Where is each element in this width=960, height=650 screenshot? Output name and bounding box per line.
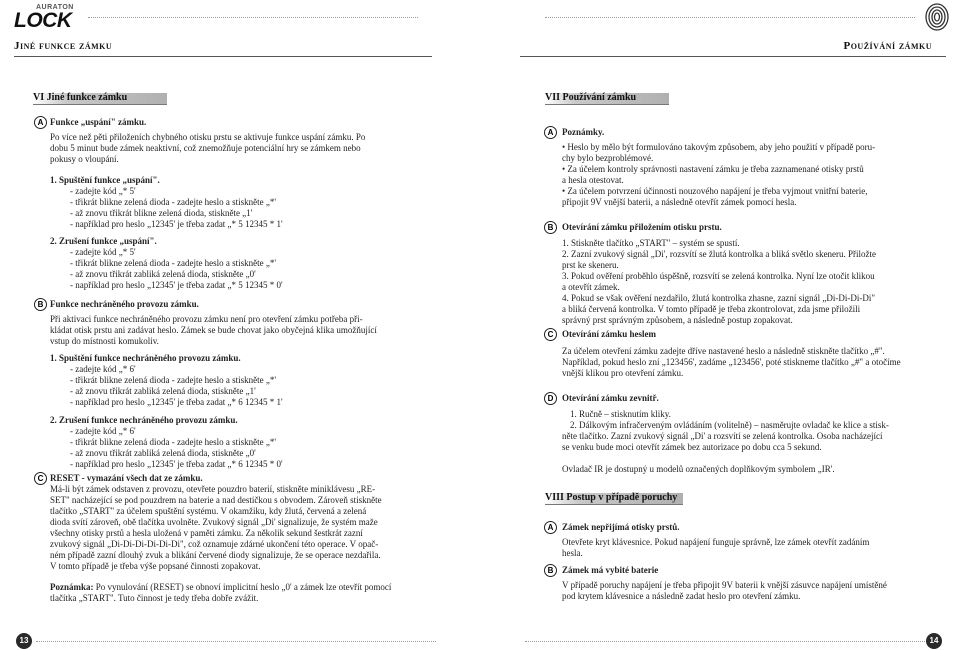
subsection-heading: Otevírání zámku přiložením otisku prstu. [562,222,722,232]
subsection-heading: Otevírání zámku heslem [562,329,656,339]
footer-dotted-line-left [36,641,436,642]
list-item: 4. Pokud se však ověření nezdařilo, žlutá kontrolka zhasne, zazní signál „Di-Di-Di-Di" [562,293,876,303]
paragraph-line: hesla. [562,548,583,558]
list-item: - až znovu třikrát zabliká zelená dioda, stiskněte „0' [70,269,256,279]
section-badge: B [34,298,47,311]
list-item: 1. Stiskněte tlačítko „START" – systém se spustí. [562,238,740,248]
section-bar-viii [545,493,683,505]
paragraph-line: tlačítko „START" za účelem spuštění systému. V okamžiku, kdy žlutá, červená a zelená [50,506,367,516]
footer-dotted-line-right [525,641,925,642]
left-header-rule [14,56,432,57]
list-item: - například pro heslo „12345' je třeba zadat „* 6 12345 * 1' [70,397,283,407]
subsection-heading: Zámek má vybité baterie [562,565,659,575]
paragraph-line: Při aktivaci funkce nechráněného provozu zámku není pro otevření zámku potřeba při- [50,314,363,324]
list-item: a otevřít zámek. [562,282,620,292]
bullet-line: a hesla otestovat. [562,175,624,185]
list-item: - zadejte kód „* 6' [70,364,136,374]
list-item: - až znovu třikrát zabliká zelená dioda, stiskněte „1' [70,386,256,396]
paragraph-line: Za účelem otevření zámku zadejte dříve nastavené heslo a následně stiskněte tlačítko „#". [562,346,885,356]
bullet-line: • Heslo by mělo být formulováno takovým způsobem, aby jeho použití v případě poru- [562,142,876,152]
list-item: - zadejte kód „* 5' [70,186,136,196]
list-item: - například pro heslo „12345' je třeba zadat „* 5 12345 * 0' [70,280,283,290]
list-item: 3. Pokud ověření proběhlo úspěšně, rozsvítí se zelená kontrolka. Nyní lze otočit klikou [562,271,875,281]
section-heading: VII Používání zámku [545,92,637,103]
section-badge: B [544,564,557,577]
note-text: Po vynulování (RESET) se obnoví implicitní heslo „0' a zámek lze otevřít pomocí [93,582,392,592]
section-badge: A [544,126,557,139]
auraton-lock-logo [14,4,80,30]
header-dotted-line-left [88,17,418,18]
step-heading: 2. Zrušení funkce nechráněného provozu zámku. [50,415,238,425]
list-item: - až znovu třikrát blikne zelená dioda, stiskněte „1' [70,208,253,218]
paragraph-line: Má-li být zámek odstaven z provozu, otevřete pouzdro baterií, stiskněte miniklávesu „RE- [50,484,376,494]
note-label: Poznámka: [50,582,94,592]
list-item: 2. Dálkovým infračerveným ovládáním (volitelně) – nasměrujte ovladač ke klice a stisk- [570,420,889,430]
subsection-heading: Poznámky. [562,127,605,137]
paragraph-line: Ovladač IR je dostupný u modelů označených doplňkovým symbolem „IR'. [562,464,835,474]
paragraph-line: ném případě zazní dlouhý zvuk a blikání červené diody signalizuje, že se operace nezdařila. [50,550,381,560]
paragraph-line: vstup do místnosti komukoliv. [50,336,159,346]
paragraph-line: dioda svítí zároveň, obě tlačítka uvolněte. Zvukový signál „Di' signalizuje, že systém maže [50,517,378,527]
list-item: se venku bude moci otevřít zámek bez autorizace po dobu cca 5 sekund. [562,442,822,452]
right-page-title: Používání zámku [843,40,932,52]
bullet-line: • Za účelem kontroly správnosti nastavení zámku je třeba zaznamenané otisky prstů [562,164,864,174]
page-number: 13 [16,633,32,649]
right-header-rule [520,56,946,57]
paragraph-line: pokusy o vloupání. [50,154,119,164]
list-item: - například pro heslo „12345' je třeba zadat „* 6 12345 * 0' [70,459,283,469]
bullet-line: chy bylo bezproblémové. [562,153,654,163]
paragraph-line: V tomto případě je třeba výše popsané činnosti zopakovat. [50,561,261,571]
fingerprint-icon [924,2,950,32]
section-badge: C [34,472,47,485]
list-item: správný prst správným způsobem, a následně postup zopakovat. [562,315,793,325]
list-item: - zadejte kód „* 5' [70,247,136,257]
step-heading: 1. Spuštění funkce nechráněného provozu zámku. [50,353,241,363]
paragraph-line: Po více než pěti přiloženích chybného otisku prstu se aktivuje funkce uspání zámku. Po [50,132,366,142]
section-badge: A [34,116,47,129]
subsection-heading: Funkce „uspání" zámku. [50,117,147,127]
paragraph-line: Otevřete kryt klávesnice. Pokud napájení funguje správně, lze zámek otevřít zadáním [562,537,870,547]
note-line [50,582,391,593]
subsection-heading: Funkce nechráněného provozu zámku. [50,299,199,309]
list-item: - až znovu třikrát zabliká zelená dioda, stiskněte „0' [70,448,256,458]
section-heading: VI Jiné funkce zámku [33,92,128,103]
section-heading: VIII Postup v případě poruchy [545,492,678,503]
list-item: - například pro heslo „12345' je třeba zadat „* 5 12345 * 1' [70,219,283,229]
paragraph-line: všechny otisky prstů a hesla uložená v paměti zámku. Za několik sekund šestkrát zazní [50,528,363,538]
list-item: - třikrát blikne zelená dioda - zadejte heslo a stiskněte „*' [70,258,277,268]
list-item: 2. Zazní zvukový signál „Di', rozsvítí se žlutá kontrolka a bliká světlo skeneru. Přiložte [562,249,877,259]
section-badge: B [544,221,557,234]
paragraph-line: kládat otisk prstu ani zadávat heslo. Zámek se bude chovat jako obyčejná klika umožňující [50,325,377,335]
paragraph-line: SET" nacházející se pod pouzdrem na baterie a nad destičkou s obvodem. Zároveň stiskněte [50,495,382,505]
list-item: a bliká červená kontrolka. V tomto případě je třeba zkontrolovat, zda jsme přiložili [562,304,861,314]
note-line: tlačítka „START". Tuto činnost je tedy třeba dobře zvážit. [50,593,259,603]
left-page-title: Jiné funkce zámku [14,40,113,52]
list-item: prst ke skeneru. [562,260,619,270]
step-heading: 2. Zrušení funkce „uspání". [50,236,157,246]
section-badge: A [544,521,557,534]
list-item: něte tlačítko. Zazní zvukový signál „Di' a rozsvítí se zelená kontrolka. Osoba nacházející [562,431,883,441]
section-badge: C [544,328,557,341]
page-number: 14 [926,633,942,649]
logo-brand-text: AURATON [36,4,74,11]
paragraph-line: zvukový signál „Di-Di-Di-Di-Di-Di", což oznamuje zdárné ukončení této operace. V opač- [50,539,379,549]
paragraph-line: vnější klikou pro otevření zámku. [562,368,684,378]
section-badge: D [544,392,557,405]
bullet-line: • Za účelem potvrzení účinnosti nouzového napájení je třeba vyjmout vnitřní baterie, [562,186,868,196]
bullet-line: připojit 9V vnější baterii, a následně otevřít zámek pomocí hesla. [562,197,797,207]
logo-lock-text: LOCK [14,9,72,32]
section-bar-vii [545,93,669,105]
paragraph-line: dobu 5 minut bude zámek neaktivní, což znemožňuje potenciální hry se zámkem nebo [50,143,361,153]
list-item: - třikrát blikne zelená dioda - zadejte heslo a stiskněte „*' [70,437,277,447]
subsection-heading: Zámek nepřijímá otisky prstů. [562,522,680,532]
list-item: 1. Ručně – stisknutím kliky. [570,409,671,419]
subsection-heading: Otevírání zámku zevnitř. [562,393,659,403]
step-heading: 1. Spuštění funkce „uspání". [50,175,160,185]
list-item: - zadejte kód „* 6' [70,426,136,436]
list-item: - třikrát blikne zelená dioda - zadejte heslo a stiskněte „*' [70,197,277,207]
paragraph-line: pod krytem klávesnice a následně zadat heslo pro otevření zámku. [562,591,801,601]
section-bar-vi [33,93,167,105]
paragraph-line: V případě poruchy napájení je třeba připojit 9V baterii k vnější zásuvce napájení umístěné [562,580,887,590]
paragraph-line: Například, pokud heslo zní „123456', zadáme „123456', poté stiskneme tlačítko „#" a otočíme [562,357,901,367]
subsection-heading: RESET - vymazání všech dat ze zámku. [50,473,203,483]
list-item: - třikrát blikne zelená dioda - zadejte heslo a stiskněte „*' [70,375,277,385]
header-dotted-line-right [545,17,915,18]
